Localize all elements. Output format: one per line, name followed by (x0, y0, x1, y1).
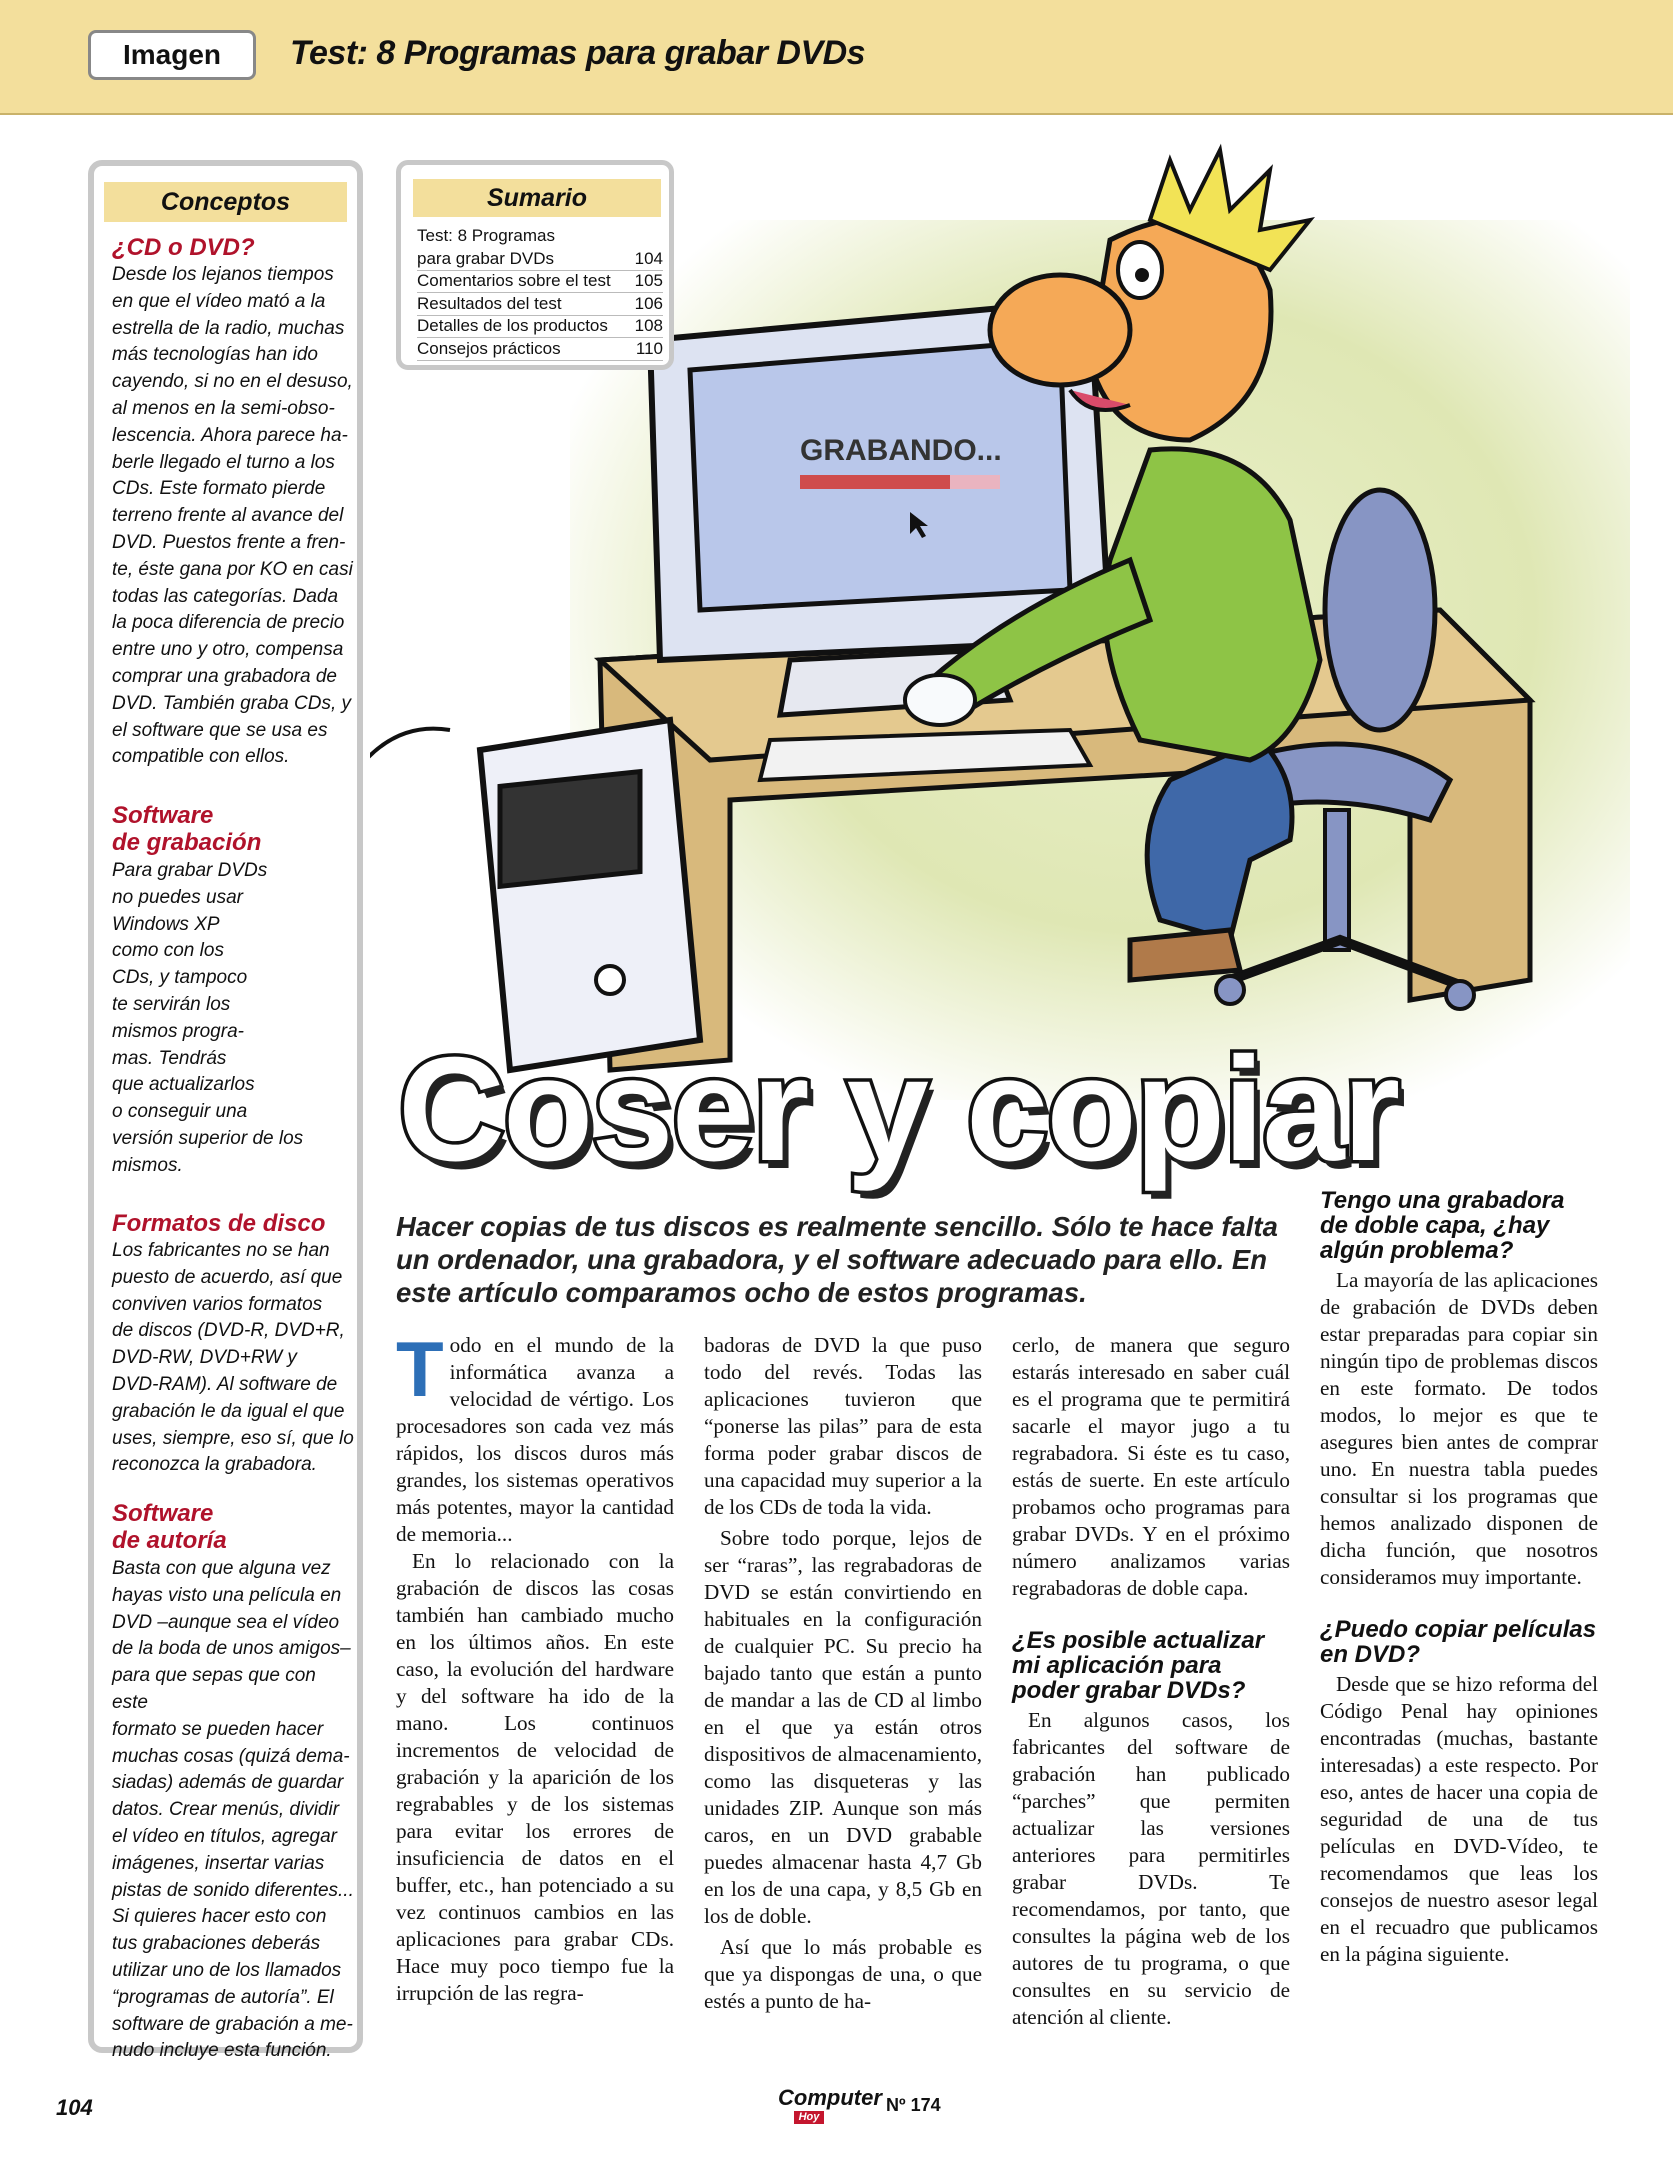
article-column-3 (1012, 1332, 1290, 2031)
concept-line: tus grabaciones deberás (112, 1933, 321, 1955)
concept-line: nudo incluye esta función. (112, 2040, 332, 2062)
progress-bar-fill (800, 475, 950, 489)
article-column-4 (1320, 1188, 1598, 1968)
concept-line: hayas visto una película en (112, 1584, 342, 1606)
concept-line: el software que se usa es (112, 719, 328, 741)
concept-line: Windows XP (112, 913, 220, 935)
concept-line: CDs. Este formato pierde (112, 478, 326, 500)
logo-subtext: Hoy (794, 2111, 824, 2124)
article-column-2 (704, 1332, 982, 2015)
magazine-logo (778, 2085, 882, 2124)
sumario-heading: Sumario (413, 179, 661, 217)
concept-line: versión superior de los (112, 1127, 304, 1149)
concept-line: Los fabricantes no se han (112, 1240, 330, 1261)
sumario-row (417, 293, 663, 316)
paragraph (396, 1325, 674, 1548)
sumario-box (396, 160, 674, 370)
sumario-row-page: 104 (634, 248, 663, 268)
concept-line: muchas cosas (quizá dema- (112, 1745, 350, 1767)
concept-line: conviven varios formatos (112, 1293, 323, 1315)
concept-line: te servirán los (112, 993, 231, 1015)
concept-line: te, éste gana por KO en casi (112, 558, 353, 580)
concept-line: Si quieres hacer esto con (112, 1906, 327, 1928)
sumario-row-page: 110 (635, 338, 663, 358)
concept-text-formatos (112, 1238, 354, 1479)
paragraph: La mayoría de las aplicaciones de grabación de DVDs deben estar preparadas para copiar sin ningún tipo de problemas discos en este formato. De todos modos, lo mejor es que te asegures bien antes de comprar uno. En nuestra tabla puedes consultar si los programas que hemos analizado disponen de dicha función, que nosotros consideramos muy importante. (1320, 1268, 1598, 1589)
concept-line: lescencia. Ahora parece ha- (112, 424, 348, 446)
page-header-title: Test: 8 Programas para grabar DVDs (290, 34, 866, 72)
concept-line: DVD-RAM). Al software de (112, 1373, 338, 1395)
concept-line: “programas de autoría”. El (112, 1986, 334, 2008)
concept-line: de la boda de unos amigos– (112, 1638, 351, 1660)
page-number: 104 (56, 2095, 93, 2120)
paragraph: badoras de DVD la que puso todo del revés. Todas las aplicaciones tuvieron que “ponerse las pilas” para de esta forma poder grabar discos de una capacidad muy superior a la de los CDs de toda la vida. (704, 1333, 982, 1519)
concept-line: terreno frente al avance del (112, 505, 344, 527)
concept-line: más tecnologías han ido (112, 344, 318, 366)
concept-title-formatos: Formatos de disco (112, 1210, 326, 1237)
concept-line: imágenes, insertar varias (112, 1852, 325, 1874)
concept-line: o conseguir una (112, 1101, 248, 1123)
concept-title-line: de autoría (112, 1527, 227, 1554)
concept-line: datos. Crear menús, dividir (112, 1799, 340, 1821)
concept-title-software-autoria (112, 1500, 352, 1554)
concept-line: DVD. Puestos frente a fren- (112, 531, 346, 553)
concept-title-line: de grabación (112, 829, 262, 856)
concept-line: DVD-RW, DVD+RW y (112, 1347, 297, 1369)
sumario-row-label: Detalles de los productos (417, 316, 608, 335)
concept-line: berle llegado el turno a los (112, 451, 335, 473)
concept-line: todas las categorías. Dada (112, 585, 339, 607)
concept-title-cd-dvd: ¿CD o DVD? (112, 234, 255, 261)
paragraph-text: odo en el mundo de la informática avanza a velocidad de vértigo. Los procesadores son cada vez más rápidos, los discos duros más grandes, los sistemas operativos más potentes, mayor la cantidad de memoria... (396, 1333, 674, 1546)
screen-status-text: GRABANDO... (800, 434, 1002, 467)
sumario-row (417, 338, 663, 361)
sumario-row-label: para grabar DVDs (417, 248, 555, 268)
concept-line: compatible con ellos. (112, 746, 290, 768)
paragraph: Desde que se hizo reforma del Código Penal hay opiniones encontradas (muchas, bastante interesadas) a este respecto. Por eso, antes de hacer una copia de seguridad de una de tus películas en DVD-Vídeo, te recomendamos que leas los consejos de nuestro asesor legal en el recuadro que publicamos en la página siguiente. (1320, 1672, 1598, 1966)
sumario-row-page: 106 (634, 293, 663, 313)
concept-line: cayendo, si no en el desuso, (112, 371, 353, 393)
concept-text-software-autoria (112, 1556, 357, 2065)
concepts-sidebar (88, 160, 363, 2062)
concept-line: de discos (DVD-R, DVD+R, (112, 1320, 345, 1342)
concept-title-line: Software (112, 1500, 214, 1527)
concept-line: DVD. También graba CDs, y (112, 692, 352, 714)
concept-line: el vídeo en títulos, agregar (112, 1825, 337, 1847)
concept-line: no puedes usar (112, 886, 243, 908)
sumario-row (417, 225, 663, 247)
concept-line: Basta con que alguna vez (112, 1558, 331, 1579)
concept-line: Para grabar DVDs (112, 860, 268, 881)
concept-title-line: Software (112, 802, 214, 829)
concept-line: uses, siempre, eso sí, que lo (112, 1427, 354, 1449)
article-column-1 (396, 1325, 674, 2007)
concept-line: como con los (112, 940, 224, 962)
sumario-row (417, 270, 663, 293)
question-heading: ¿Puedo copiar películas en DVD? (1320, 1616, 1597, 1668)
paragraph: En lo relacionado con la grabación de discos las cosas también han cambiado mucho en los últimos años. En este caso, la evolución del hardware y del software ha ido de la mano. Los continuos incrementos de velocidad de grabación y la aparición de los regrabables y de los sistemas para evitar los errores de insuficiencia de datos en el buffer, etc., han potenciado a su vez continuos cambios en las aplicaciones para grabar CDs. Hace muy poco tiempo fue la irrupción de las regra- (396, 1549, 674, 2005)
paragraph: Sobre todo porque, lejos de ser “raras”, las regrabadoras de DVD se están convirtiendo en habituales en la configuración de cualquier PC. Su precio ha bajado tanto que están a punto de mandar a las de CD al limbo en el que ya están otros dispositivos de almacenamiento, como las disqueteras y las unidades ZIP. Aunque son más caros, en un DVD grabable puedes almacenar hasta 4,7 Gb en los de una capa, y 8,5 Gb en los de doble. (704, 1526, 982, 1928)
concept-line: al menos en la semi-obso- (112, 397, 335, 419)
concept-line: grabación le da igual el que (112, 1400, 345, 1422)
concept-line: en que el vídeo mató a la (112, 290, 326, 312)
pc-tower (480, 720, 700, 1070)
concept-line: para que sepas que con este (112, 1665, 316, 1713)
concept-line: siadas) además de guardar (112, 1772, 344, 1794)
sumario-row-page: 108 (634, 316, 663, 335)
sumario-row-label: Test: 8 Programas (417, 226, 555, 245)
logo-text: Computer (778, 2085, 882, 2110)
concept-line: pistas de sonido diferentes... (112, 1879, 354, 1901)
concept-text-cd-dvd (112, 262, 353, 771)
concept-title-software-grabacion (112, 802, 352, 856)
concept-line: entre uno y otro, compensa (112, 639, 344, 661)
concept-line: reconozca la grabadora. (112, 1454, 317, 1476)
paragraph: Así que lo más probable es que ya dispongas de una, o que estés a punto de ha- (704, 1935, 982, 2013)
sumario-row (417, 315, 663, 338)
concept-line: formato se pueden hacer (112, 1718, 324, 1740)
concept-line: estrella de la radio, muchas (112, 317, 345, 339)
concept-line: comprar una grabadora de (112, 665, 337, 687)
sumario-row-label: Resultados del test (417, 293, 562, 313)
paragraph: cerlo, de manera que seguro estarás interesado en saber cuál es el programa que te permitirá sacarle el mayor jugo a tu regrabadora. Si éste es tu caso, estás de suerte. En este artículo probamos ocho programas para grabar DVDs. Y en el próximo número analizamos varias regrabadoras de doble capa. (1012, 1333, 1290, 1600)
concept-line: Desde los lejanos tiempos (112, 264, 334, 285)
question-heading: ¿Es posible actualizar mi aplicación para poder grabar DVDs? (1012, 1627, 1265, 1704)
section-tab: Imagen (88, 30, 256, 80)
sumario-row (417, 248, 663, 271)
sumario-row-page: 105 (634, 271, 663, 290)
concept-line: mas. Tendrás (112, 1047, 227, 1069)
concept-line: que actualizarlos (112, 1074, 255, 1096)
article-title: Coser y copiar (398, 1027, 1399, 1192)
concept-line: mismos. (112, 1154, 183, 1176)
flying-disc-icon (370, 729, 450, 836)
concept-line: DVD –aunque sea el vídeo (112, 1611, 340, 1633)
article-lead: Hacer copias de tus discos es realmente sencillo. Sólo te hace falta un ordenador, una grabadora, y el software adecuado para ello. En este artículo comparamos ocho de estos programas. (396, 1211, 1278, 1308)
concepts-heading: Conceptos (104, 182, 347, 222)
question-heading: Tengo una grabadora de doble capa, ¿hay algún problema? (1320, 1187, 1565, 1264)
dropcap: T (396, 1325, 444, 1413)
concept-line: puesto de acuerdo, así que (112, 1266, 343, 1288)
concept-line: la poca diferencia de precio (112, 612, 345, 634)
concept-line: CDs, y tampoco (112, 967, 248, 989)
sumario-row-label: Consejos prácticos (417, 338, 561, 358)
concept-line: software de grabación a me- (112, 2013, 353, 2035)
concept-text-software-grabacion (112, 858, 303, 1180)
sumario-row-label: Comentarios sobre el test (417, 271, 611, 290)
concept-line: mismos progra- (112, 1020, 244, 1042)
issue-number: Nº 174 (886, 2095, 941, 2115)
paragraph: En algunos casos, los fabricantes del software de grabación han publicado “parches” que permiten actualizar las versiones anteriores para permitirles grabar DVDs. Te recomendamos, por tanto, que consultes la página web de los autores de tu programa, o que consultes en su servicio de atención al cliente. (1012, 1708, 1290, 2029)
concept-line: utilizar uno de los llamados (112, 1959, 342, 1981)
